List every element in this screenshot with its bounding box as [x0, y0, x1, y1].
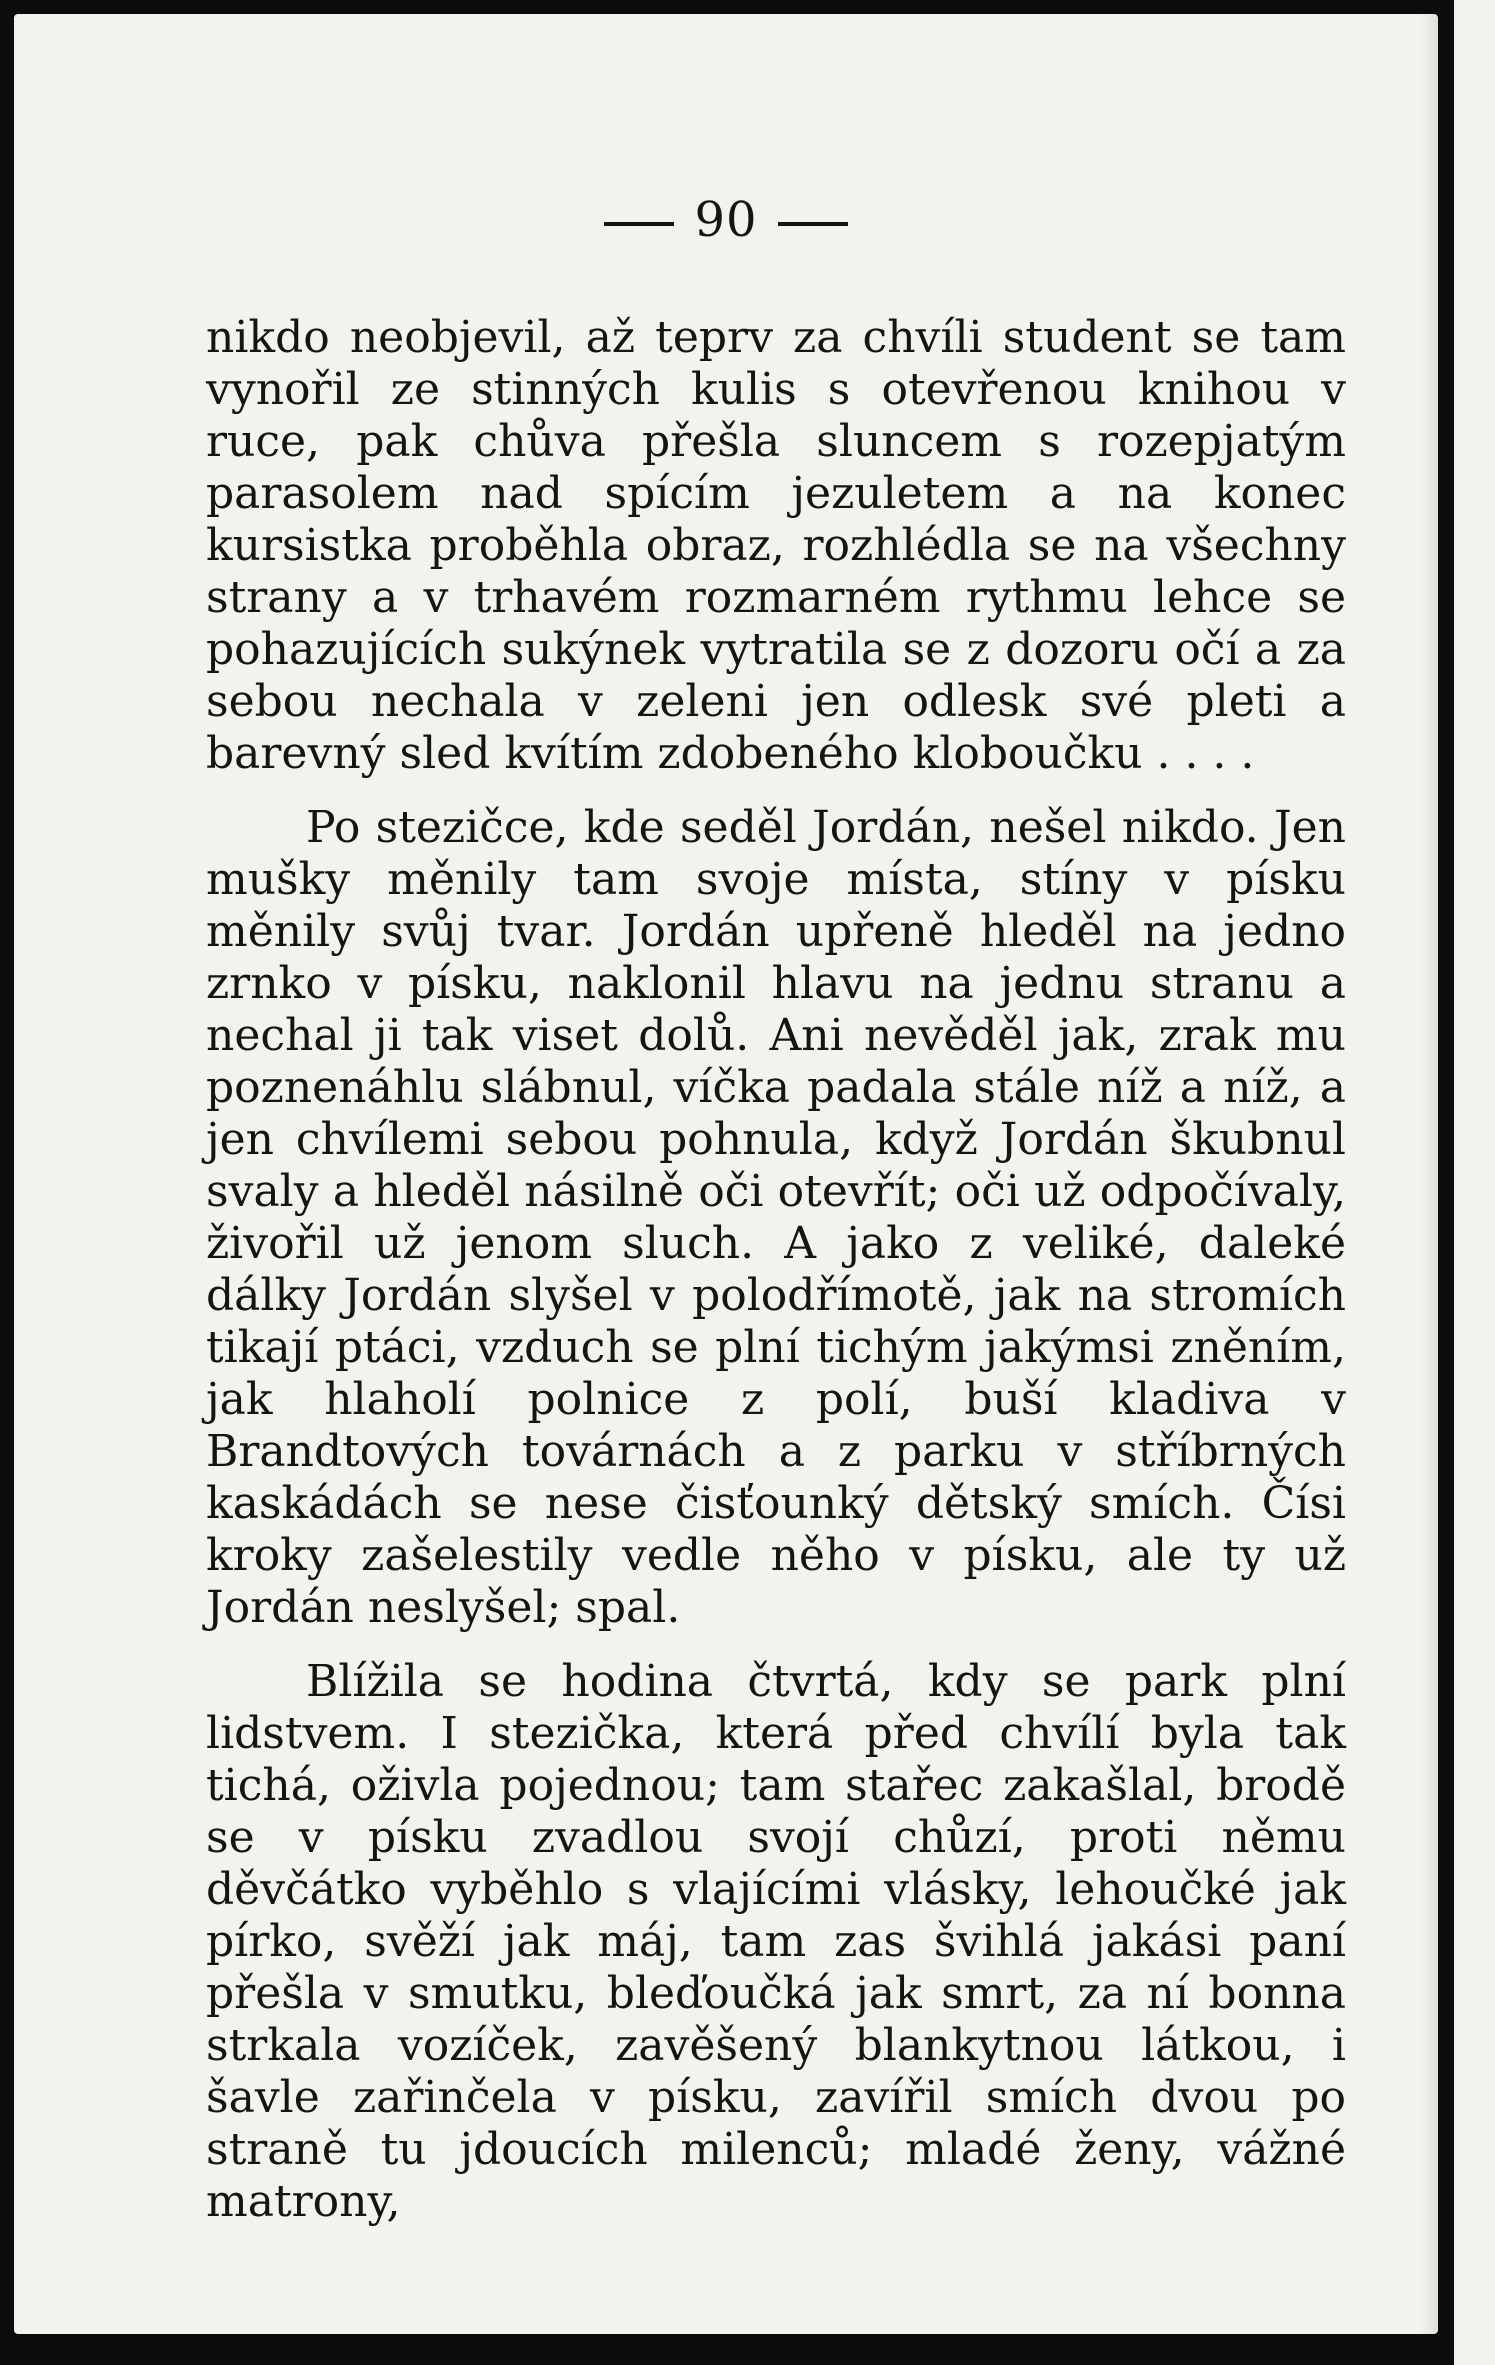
- page-number: 90: [694, 192, 758, 248]
- body-text: [206, 312, 1346, 2228]
- header-dash-left: [604, 222, 674, 226]
- paragraph-2: Po stezičce, kde seděl Jordán, nešel nikdo. Jen mušky měnily tam svoje místa, stíny v písku měnily svůj tvar. Jordán upřeně hleděl na jedno zrnko v písku, naklonil hlavu na jednu stranu a nechal ji tak viset dolů. Ani nevěděl jak, zrak mu poznenáhlu slábnul, víčka padala stále níž a níž, a jen chvílemi sebou pohnula, když Jordán škubnul svaly a hleděl násilně oči otevřít; oči už odpočívaly, živořil už jenom sluch. A jako z veliké, daleké dálky Jordán slyšel v polodřímotě, jak na stromích tikají ptáci, vzduch se plní tichým jakýmsi zněním, jak hlaholí polnice z polí, buší kladiva v Brandtových továrnách a z parku v stříbrných kaskádách se nese čisťounký dětský smích. Čísi kroky zašelestily vedle něho v písku, ale ty už Jordán neslyšel; spal.: [206, 802, 1346, 1633]
- margin-dot: [1438, 1750, 1452, 1764]
- adjacent-page-edge: [1446, 0, 1495, 2365]
- header-dash-right: [778, 222, 848, 226]
- paragraph-1: nikdo neobjevil, až teprv za chvíli student se tam vynořil ze stinných kulis s otevřenou knihou v ruce, pak chůva přešla sluncem s rozepjatým parasolem nad spícím jezuletem a na konec kursistka proběhla obraz, rozhlédla se na všechny strany a v trhavém rozmarném rythmu lehce se pohazujících sukýnek vytratila se z dozoru očí a za sebou nechala v zeleni jen odlesk své pleti a barevný sled kvítím zdobeného kloboučku . . . .: [206, 312, 1346, 779]
- margin-dot: [1438, 2010, 1452, 2024]
- page-header: [14, 192, 1438, 248]
- paragraph-3: Blížila se hodina čtvrtá, kdy se park plní lidstvem. I stezička, která před chvílí byla tak tichá, oživla pojednou; tam stařec zakašlal, brodě se v písku zvadlou svojí chůzí, proti němu děvčátko vyběhlo s vlajícími vlásky, lehoučké jak pírko, svěží jak máj, tam zas švihlá jakási paní přešla v smutku, bleďoučká jak smrt, za ní bonna strkala vozíček, zavěšený blankytnou látkou, i šavle zařinčela v písku, zavířil smích dvou po straně tu jdoucích milenců; mladé ženy, vážné matrony,: [206, 1656, 1346, 2227]
- book-page: [14, 14, 1438, 2334]
- margin-dot: [1438, 585, 1452, 599]
